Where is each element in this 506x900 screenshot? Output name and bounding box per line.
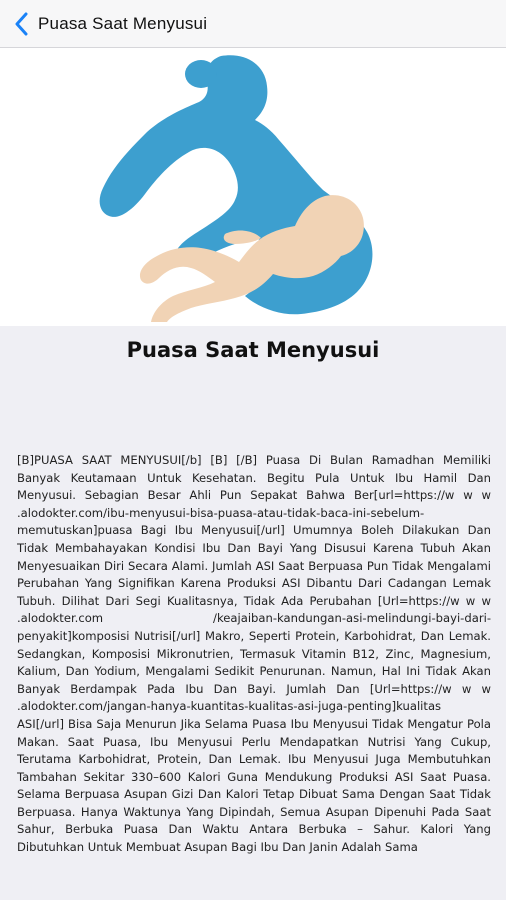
nav-title: Puasa Saat Menyusui — [38, 13, 208, 33]
hero-image — [0, 48, 506, 326]
chevron-left-icon — [14, 12, 28, 36]
article-body: [B]PUASA SAAT MENYUSUI[/b] [B] [/B] Puasa Di Bulan Ramadhan Memiliki Banyak Keutamaan Untuk Kesehatan. Begitu Pula Untuk Ibu Hamil Dan Menyusui. Sebagian Besar Ahli Pun Sepakat Bahwa Ber[url=https://w w w .alodokter.com/ibu-menyusui-bisa-puasa-atau-tidak-baca-ini-sebelum-memutuskan]puasa Bagi Ibu Menyusui[/url] Umumnya Boleh Dilakukan Dan Tidak Membahayakan Kondisi Ibu Dan Bayi Yang Disusui Karena Tubuh Akan Menyesuaikan Diri Secara Alami. Jumlah ASI Saat Berpuasa Pun Tidak Mengalami Perubahan Yang Signifikan Karena Produksi ASI Dibantu Dari Cadangan Lemak Tubuh. Dilihat Dari Segi Kualitasnya, Tidak Ada Perubahan [Url=https://w w w .alodokter.com /keajaiban-kandungan-asi-melindungi-bayi-dari-penyakit]komposisi Nutrisi[/url] Makro, Seperti Protein, Karbohidrat, Dan Lemak. Sedangkan, Komposisi Mikronutrien, Termasuk Vitamin B12, Zinc, Magnesium, Kalium, Dan Yodium, Mengalami Sedikit Penurunan. Namun, Hal Ini Tidak Akan Banyak Berdampak Pada Ibu Dan Bayi. Jumlah Dan [Url=https://w w w .alodokter.com/jangan-hanya-kuantitas-kualitas-asi-juga-penting]kualitas ASI[/url] Bisa Saja Menurun Jika Selama Puasa Ibu Menyusui Tidak Mengatur Pola Makan. Saat Puasa, Ibu Menyusui Perlu Mendapatkan Nutrisi Yang Cukup, Terutama Karbohidrat, Protein, Dan Lemak. Ibu Menyusui Juga Membutuhkan Tambahan Sekitar 330–600 Kalori Guna Mendukung Produksi ASI Saat Puasa. Selama Berpuasa Asupan Gizi Dan Kalori Tetap Dibuat Sama Dengan Saat Tidak Berpuasa. Hanya Waktunya Yang Dipindah, Semua Asupan Dipenuhi Pada Saat Sahur, Berbuka Puasa Dan Waktu Antara Berbuka – Sahur. Kalori Yang Dibutuhkan Untuk Membuat Asupan Bagi Ibu Dan Janin Adalah Sama — [17, 453, 491, 855]
navigation-bar — [0, 0, 506, 48]
article-title: Puasa Saat Menyusui — [126, 338, 380, 362]
breastfeeding-mother-illustration — [95, 50, 385, 326]
back-button[interactable] — [6, 0, 36, 48]
